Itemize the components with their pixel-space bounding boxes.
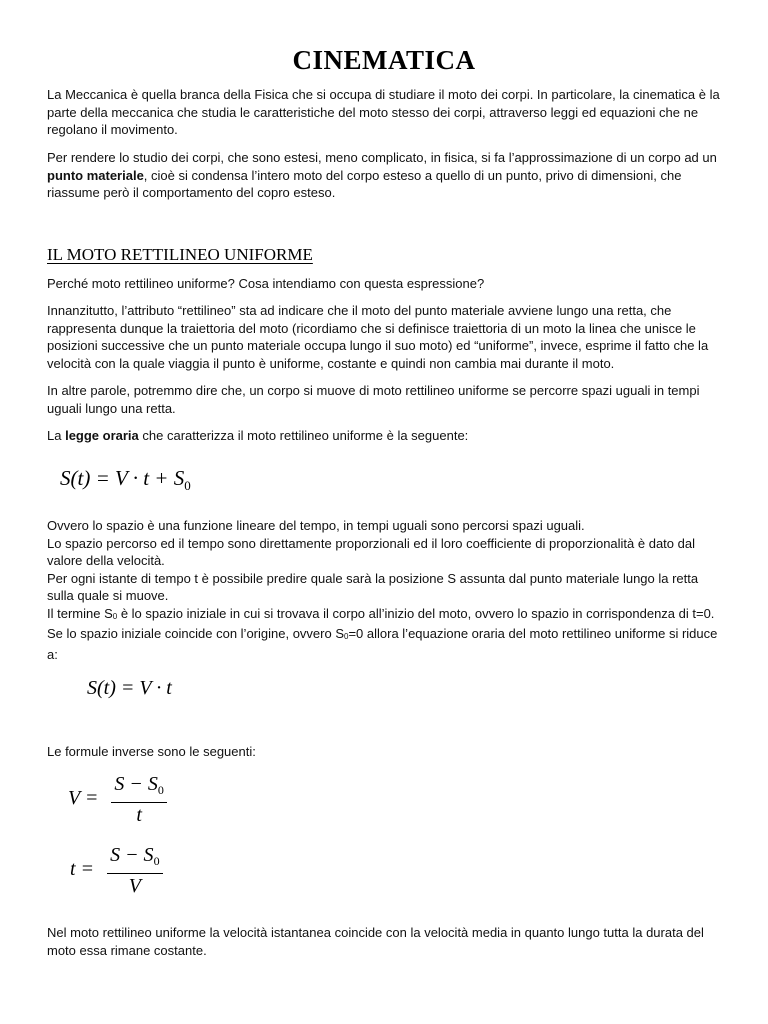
inverse-formulas-intro: Le formule inverse sono le seguenti: (47, 744, 256, 759)
section-paragraph-3 (47, 427, 722, 445)
explanation-line-5-subscript: 0 (344, 632, 349, 641)
intro-paragraph-2 (47, 149, 722, 202)
section-paragraph-1: Innanzitutto, l’attributo “rettilineo” sta ad indicare che il moto del punto materiale avviene lungo una retta, che rappresenta dunque la traiettoria del moto (ricordiamo che si definisce traiettoria di un moto la linea che unisce le posizioni successive che un punto materiale occupa lungo il suo moto) ed “uniforme”, invece, esprime il fatto che la velocità con la quale viaggia il punto è uniforme, costante e quindi non cambia mai durante il moto. (47, 303, 709, 371)
formula-inverse-velocity-fraction (111, 772, 167, 827)
final-paragraph: Nel moto rettilineo uniforme la velocità istantanea coincide con la velocità media in quanto lungo tutta la durata del moto essa rimane costante. (47, 925, 704, 958)
explanation-line-5 (47, 625, 722, 663)
section-paragraph-2: In altre parole, potremmo dire che, un corpo si muove di moto rettilineo uniforme se percorre spazi uguali in tempi uguali lungo una retta. (47, 383, 700, 416)
section-question: Perché moto rettilineo uniforme? Cosa intendiamo con questa espressione? (47, 276, 485, 291)
section-paragraph-3-end: che caratterizza il moto rettilineo uniforme è la seguente: (138, 428, 469, 443)
explanation-line-3: Per ogni istante di tempo t è possibile predire quale sarà la posizione S assunta dal punto materiale lungo la retta sulla quale si muove. (47, 570, 699, 603)
explanation-line-4-start: Il termine S (47, 605, 113, 621)
formula-legge-oraria (60, 466, 191, 494)
formula-legge-oraria-subscript: 0 (184, 478, 191, 493)
section-heading: IL MOTO RETTILINEO UNIFORME (47, 245, 313, 264)
formula-inverse-time (70, 843, 163, 898)
explanation-line-4 (47, 605, 722, 626)
formula-inverse-velocity (68, 772, 167, 827)
formula-inverse-time-numerator (107, 843, 163, 874)
formula-legge-oraria-body: S(t) = V · t + S (60, 466, 185, 490)
formula-inverse-velocity-numerator-subscript: 0 (157, 783, 164, 797)
formula-inverse-time-numerator-body: S − S (110, 844, 154, 866)
explanation-line-4-subscript: 0 (112, 611, 118, 621)
formula-inverse-time-lhs: t = (70, 858, 95, 881)
formula-inverse-velocity-lhs: V = (68, 787, 99, 810)
formula-inverse-time-fraction (107, 843, 163, 898)
explanation-block (47, 517, 722, 663)
explanation-line-5-start: Se lo spazio iniziale coincide con l’origine, ovvero S (47, 626, 344, 641)
formula-reduced-body: S(t) = V · t (87, 677, 172, 699)
punto-materiale-term: punto materiale (47, 167, 144, 183)
legge-oraria-term: legge oraria (65, 428, 139, 443)
formula-inverse-velocity-denominator: t (136, 804, 142, 826)
formula-inverse-velocity-numerator (111, 772, 167, 803)
explanation-line-1: Ovvero lo spazio è una funzione lineare del tempo, in tempi uguali sono percorsi spazi uguali. (47, 518, 585, 533)
intro-paragraph-1: La Meccanica è quella branca della Fisica che si occupa di studiare il moto dei corpi. In particolare, la cinematica è la parte della meccanica che studia le caratteristiche del moto stesso dei corpi, attraverso leggi ed equazioni che ne regolano il movimento. (47, 87, 720, 137)
intro-paragraph-2-end: , cioè si condensa l’intero moto del corpo esteso a quello di un punto, privo di dimensioni, che riassume però il comportamento del copro esteso. (47, 167, 682, 200)
page-title: CINEMATICA (292, 45, 476, 75)
intro-paragraph-2-start: Per rendere lo studio dei corpi, che sono estesi, meno complicato, in fisica, si fa l’approssimazione di un corpo ad un (47, 150, 717, 165)
explanation-line-4-end: è lo spazio iniziale in cui si trovava il corpo all’inizio del moto, ovvero lo spazio in corrispondenza di t=0. (117, 605, 715, 621)
formula-inverse-time-denominator: V (128, 875, 141, 897)
section-paragraph-3-start: La (47, 428, 66, 443)
explanation-line-2: Lo spazio percorso ed il tempo sono direttamente proporzionali ed il loro coefficiente di proporzionalità è dato dal valore della velocità. (47, 535, 695, 568)
formula-inverse-time-numerator-subscript: 0 (153, 854, 160, 868)
explanation-line-5-end: =0 allora l’equazione oraria del moto rettilineo uniforme si riduce a: (47, 626, 718, 662)
formula-reduced (87, 677, 172, 700)
formula-inverse-velocity-numerator-body: S − S (114, 773, 158, 795)
